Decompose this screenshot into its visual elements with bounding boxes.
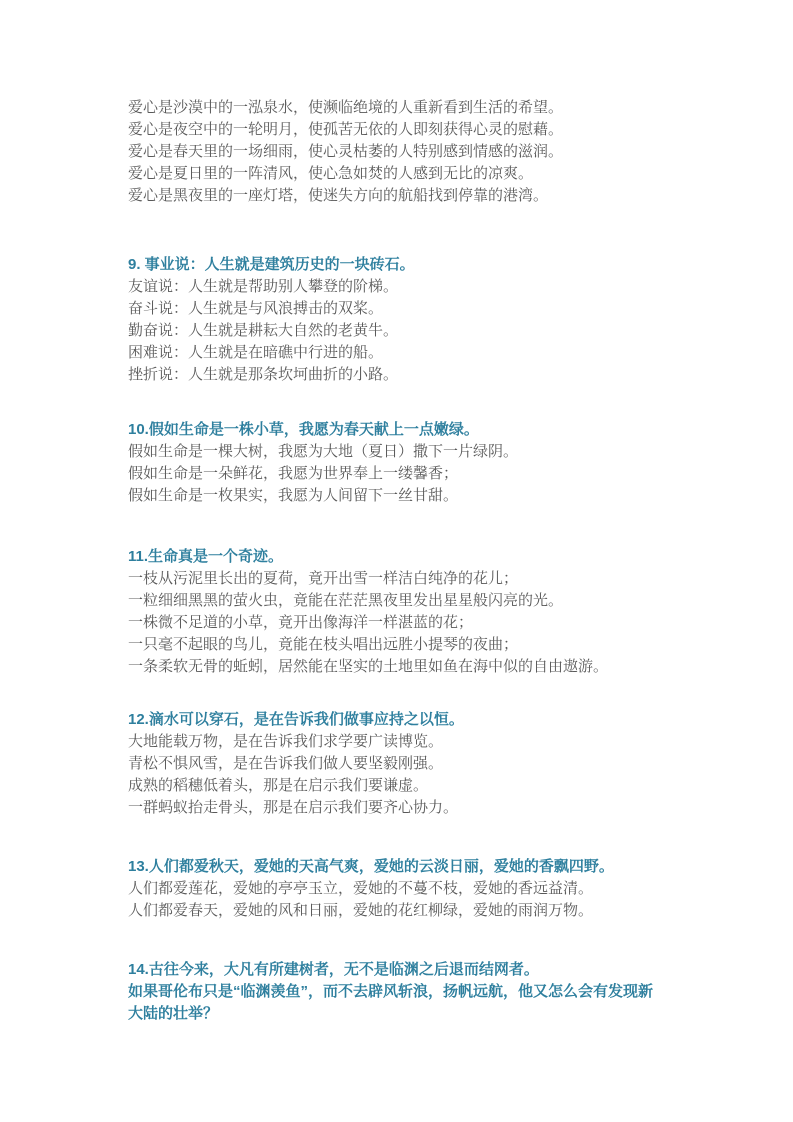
text-line: 一株微不足道的小草，竟开出像海洋一样湛蓝的花；	[128, 614, 474, 631]
text-line: 爱心是春天里的一场细雨，使心灵枯萎的人特别感到情感的滋润。	[128, 143, 564, 160]
section-block-section-10	[128, 419, 673, 507]
text-line: 爱心是黑夜里的一座灯塔，使迷失方向的航船找到停靠的港湾。	[128, 187, 549, 204]
section-heading: 13.人们都爱秋天，爱她的天高气爽，爱她的云淡日丽，爱她的香飘四野。	[128, 858, 614, 875]
section-block-love-similes	[128, 97, 673, 207]
section-block-section-12	[128, 709, 673, 819]
text-line: 青松不惧风雪，是在告诉我们做人要坚毅刚强。	[128, 755, 444, 772]
text-line: 大地能载万物，是在告诉我们求学要广读博览。	[128, 733, 444, 750]
document-content	[128, 97, 673, 1062]
text-line: 爱心是夏日里的一阵清风，使心急如焚的人感到无比的凉爽。	[128, 165, 534, 182]
text-line: 爱心是沙漠中的一泓泉水，使濒临绝境的人重新看到生活的希望。	[128, 99, 564, 116]
section-heading: 14.古往今来，大凡有所建树者，无不是临渊之后退而结网者。	[128, 961, 539, 978]
text-line: 假如生命是一棵大树，我愿为大地（夏日）撒下一片绿阴。	[128, 443, 519, 460]
emphasis-line: 大陆的壮举？	[128, 1005, 219, 1022]
section-block-section-9	[128, 254, 673, 386]
section-block-section-14	[128, 959, 673, 1025]
text-line: 一群蚂蚁抬走骨头，那是在启示我们要齐心协力。	[128, 799, 459, 816]
section-heading: 12.滴水可以穿石，是在告诉我们做事应持之以恒。	[128, 711, 464, 728]
text-line: 友谊说：人生就是帮助别人攀登的阶梯。	[128, 278, 399, 295]
text-line: 一条柔软无骨的蚯蚓，居然能在坚实的土地里如鱼在海中似的自由遨游。	[128, 658, 609, 675]
section-heading: 11.生命真是一个奇迹。	[128, 548, 284, 565]
text-line: 人们都爱春天，爱她的风和日丽，爱她的花红柳绿，爱她的雨润万物。	[128, 902, 594, 919]
text-line: 成熟的稻穗低着头，那是在启示我们要谦虚。	[128, 777, 429, 794]
text-line: 困难说：人生就是在暗礁中行进的船。	[128, 344, 384, 361]
section-heading: 9. 事业说：人生就是建筑历史的一块砖石。	[128, 256, 415, 273]
section-block-section-13	[128, 856, 673, 922]
text-line: 假如生命是一枚果实，我愿为人间留下一丝甘甜。	[128, 487, 459, 504]
text-line: 挫折说：人生就是那条坎坷曲折的小路。	[128, 366, 399, 383]
text-line: 一枝从污泥里长出的夏荷，竟开出雪一样洁白纯净的花儿；	[128, 570, 519, 587]
text-line: 爱心是夜空中的一轮明月，使孤苦无依的人即刻获得心灵的慰藉。	[128, 121, 564, 138]
text-line: 奋斗说：人生就是与风浪搏击的双桨。	[128, 300, 384, 317]
emphasis-line: 如果哥伦布只是“临渊羡鱼”，而不去辟风斩浪，扬帆远航，他又怎么会有发现新	[128, 983, 654, 1000]
text-line: 一粒细细黑黑的萤火虫，竟能在茫茫黑夜里发出星星般闪亮的光。	[128, 592, 564, 609]
section-heading: 10.假如生命是一株小草，我愿为春天献上一点嫩绿。	[128, 421, 479, 438]
section-block-section-11	[128, 546, 673, 678]
text-line: 人们都爱莲花，爱她的亭亭玉立，爱她的不蔓不枝，爱她的香远益清。	[128, 880, 594, 897]
text-line: 假如生命是一朵鲜花，我愿为世界奉上一缕馨香；	[128, 465, 459, 482]
text-line: 勤奋说：人生就是耕耘大自然的老黄牛。	[128, 322, 399, 339]
text-line: 一只毫不起眼的鸟儿，竟能在枝头唱出远胜小提琴的夜曲；	[128, 636, 519, 653]
